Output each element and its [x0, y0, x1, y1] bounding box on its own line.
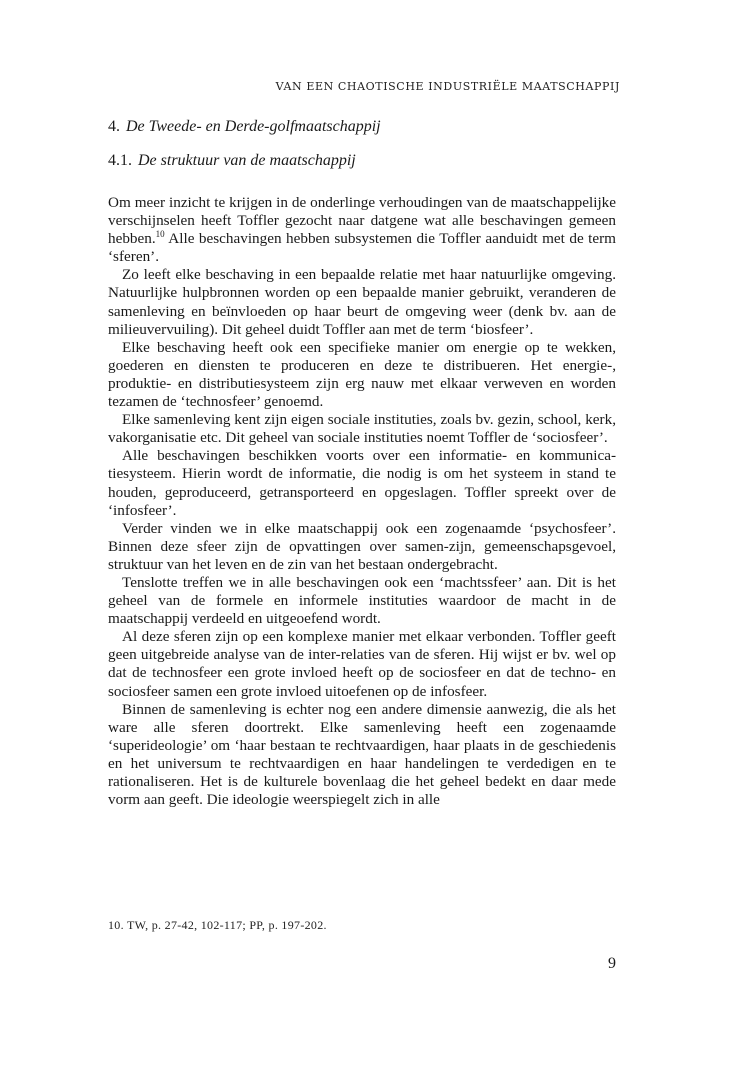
subsection-number: 4.1. — [108, 152, 132, 169]
paragraph: Verder vinden we in elke maatschappij ook een zogenaamde ‘psychosfeer’. Binnen deze sfeer zijn de opvattingen over samen-zijn, gemeenschapsgevoel, struktuur van het leven en de zin van het bestaan ondergebracht. — [108, 519, 616, 573]
paragraph: Elke samenleving kent zijn eigen sociale instituties, zoals bv. gezin, school, kerk, vakorganisatie etc. Dit geheel van sociale instituties noemt Toffler de ‘sociosfeer’. — [108, 411, 616, 447]
running-head: VAN EEN CHAOTISCHE INDUSTRIËLE MAATSCHAPPIJ — [275, 80, 620, 93]
paragraph: Al deze sferen zijn op een komplexe manier met elkaar verbonden. Toffler geeft geen uitgebreide analyse van de inter-relaties van de sferen. Hij wijst er bv. wel op dat de technosfeer een grote invloed heeft op de sociosfeer en dat de techno- en sociosfeer samen een grote invloed uitoefenen op de infosfeer. — [108, 628, 616, 700]
section-title: De Tweede- en Derde-golfmaatschappij — [126, 118, 381, 135]
paragraph: Elke beschaving heeft ook een specifieke manier om energie op te wekken, goederen en diensten te produceren en deze te distribueren. Het energie-, produktie- en distributiesysteem zijn erg nauw met elkaar verweven en worden tezamen de ‘technosfeer’ genoemd. — [108, 338, 616, 411]
paragraph: Alle beschavingen beschikken voorts over een informatie- en kommunicatiesysteem. Hierin wordt de informatie, die nodig is om het systeem in stand te houden, geproduceerd, getransporteerd en opgeslagen. Toffler spreekt over de ‘infosfeer’. — [108, 447, 616, 519]
footnote: 10. TW, p. 27-42, 102-117; PP, p. 197-202. — [108, 918, 327, 932]
section-heading — [108, 118, 381, 136]
body-text — [108, 194, 616, 809]
subsection-heading — [108, 152, 356, 170]
subsection-title: De struktuur van de maatschappij — [138, 152, 356, 169]
section-number: 4. — [108, 118, 120, 135]
paragraph: Binnen de samenleving is echter nog een andere dimensie aanwezig, die als het ware alle sferen doortrekt. Elke samenleving heeft een zogenaamde ‘superideologie’ om ‘haar bestaan te rechtvaardigen, haar plaats in de geschiedenis en het universum te rechtvaardigen en haar handelingen te verdedigen en te rationaliseren. Het is de kulturele bovenlaag die het geheel bedekt en daar mede vorm aan geeft. Die ideologie weerspiegelt zich in alle — [108, 700, 616, 809]
page-number: 9 — [608, 955, 616, 972]
footnote-reference: 10 — [155, 229, 165, 240]
paragraph: Tenslotte treffen we in alle beschavingen ook een ‘machtssfeer’ aan. Dit is het geheel van de formele en informele instituties waardoor de macht in de maatschappij verdeeld en uitgeoefend wordt. — [108, 573, 616, 628]
paragraph: Zo leeft elke beschaving in een bepaalde relatie met haar natuurlijke omgeving. Natuurlijke hulpbronnen worden op een bepaalde manier gebruikt, veranderen de samenleving en beïnvloeden op haar beurt de omgeving weer (denk bv. aan de milieuvervuiling). Dit geheel duidt Toffler aan met de term ‘biosfeer’. — [108, 266, 616, 338]
paragraph: Om meer inzicht te krijgen in de onderlinge verhoudingen van de maatschappelijke verschijnselen heeft Toffler gezocht naar datgene wat alle beschavingen gemeen hebben.$^{10}$ Alle beschavingen hebben subsystemen die Toffler aanduidt met de term ‘sferen’. — [108, 194, 616, 266]
